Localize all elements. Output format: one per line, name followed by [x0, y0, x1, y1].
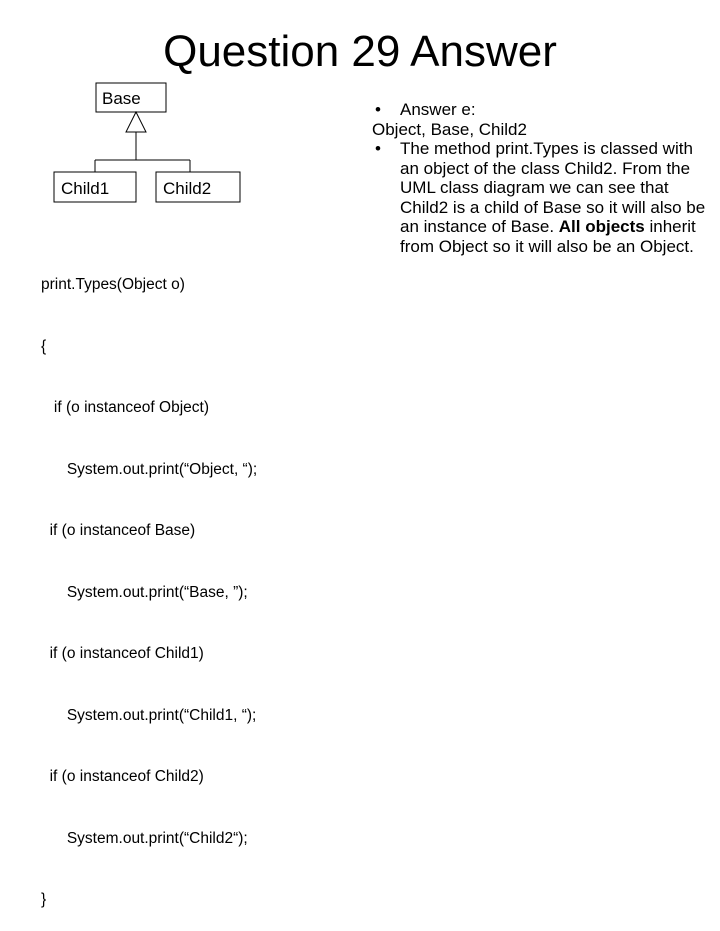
answer-sequence: Object, Base, Child2 — [372, 119, 527, 139]
code-line: System.out.print(“Child2“); — [41, 829, 248, 847]
code-line: System.out.print(“Object, “); — [41, 460, 258, 478]
answer-explanation — [372, 139, 712, 256]
code-line: if (o instanceof Child1) — [41, 645, 204, 662]
explanation-text: The method print.Types is classed with an object of the class Child2. From the UML class diagram we can see that Child2 is a child of Base so it will also be an instance of Base. — [400, 139, 706, 236]
child1-class-label: Child1 — [61, 179, 110, 198]
base-class-label: Base — [102, 89, 141, 108]
explanation-emphasis: All objects — [558, 217, 645, 236]
child2-class-label: Child2 — [163, 179, 212, 198]
code-line: if (o instanceof Child2) — [41, 768, 204, 785]
inheritance-arrowhead — [126, 112, 146, 132]
code-line: System.out.print(“Base, ”); — [41, 583, 248, 601]
code-line: if (o instanceof Base) — [41, 522, 196, 539]
code-line: print.Types(Object o) — [41, 276, 185, 293]
code-snippet — [41, 234, 257, 931]
code-line: System.out.print(“Child1, “); — [41, 706, 257, 724]
slide-title: Question 29 Answer — [163, 27, 557, 76]
code-line: { — [41, 337, 47, 355]
answer-list — [372, 100, 712, 256]
explanation-text-end: inherit from Object so it will also be an Object. — [400, 217, 696, 256]
code-line: } — [41, 891, 47, 908]
code-line: if (o instanceof Object) — [41, 399, 209, 416]
answer-choice: • Answer e: — [372, 100, 712, 120]
